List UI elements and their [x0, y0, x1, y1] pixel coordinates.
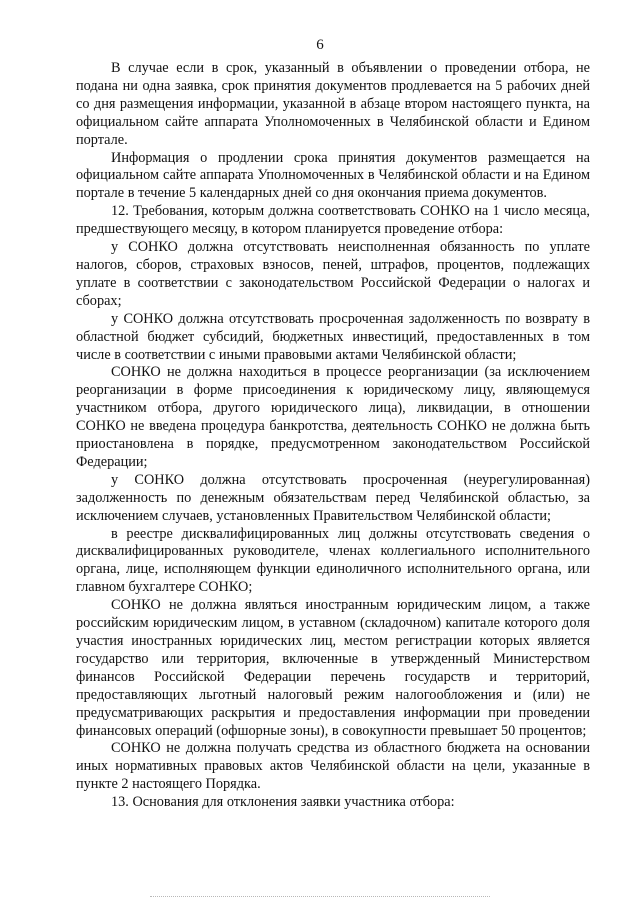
- paragraph-disqualified-persons: в реестре дисквалифицированных лиц должны отсутствовать сведения о дисквалифицированных руководителе, членах коллегиального исполнительного органа, лице, исполняющем функции единоличного исполнительного органа, или главном бухгалтере СОНКО;: [76, 525, 590, 596]
- page-number: 6: [316, 37, 324, 53]
- paragraph-not-foreign-entity: СОНКО не должна являться иностранным юридическим лицом, а также российским юридическим лицом, в уставном (складочном) капитале которого доля участия иностранных юридических лиц, местом регистрации которых является государство или территория, включенные в утвержденный Министерством финансов Российской Федерации перечень государств и территорий, предоставляющих льготный налоговый режим налогообложения и (или) не предусматривающих раскрытия и предоставления информации при проведении финансовых операций (офшорные зоны), в совокупности превышает 50 процентов;: [76, 597, 590, 739]
- document-body: [76, 60, 590, 812]
- paragraph-no-tax-debt: у СОНКО должна отсутствовать неисполненная обязанность по уплате налогов, сборов, страховых взносов, пеней, штрафов, процентов, подлежащих уплате в соответствии с законодательством Российской Федерации о налогах и сборах;: [76, 239, 590, 309]
- scan-bottom-line: [150, 896, 490, 897]
- paragraph-no-other-funding: СОНКО не должна получать средства из областного бюджета на основании иных нормативных правовых актов Челябинской области на цели, указанные в пункте 2 настоящего Порядка.: [76, 740, 590, 793]
- paragraph-extension-info: Информация о продлении срока принятия документов размещается на официальном сайте аппарата Уполномоченных в Челябинской области и на Едином портале в течение 5 календарных дней со дня окончания приема документов.: [76, 149, 590, 202]
- paragraph-item-12-requirements: 12. Требования, которым должна соответствовать СОНКО на 1 число месяца, предшествующего месяцу, в котором планируется проведение отбора:: [76, 203, 590, 238]
- paragraph-no-applications: В случае если в срок, указанный в объявлении о проведении отбора, не подана ни одна заявка, срок принятия документов продлевается на 5 рабочих дней со дня размещения информации, указанной в абзаце втором настоящего пункта, на официальном сайте аппарата Уполномоченных в Челябинской области и Едином портале.: [76, 60, 590, 148]
- paragraph-no-overdue-obligations: у СОНКО должна отсутствовать просроченная (неурегулированная) задолженность по денежным обязательствам перед Челябинской областью, за исключением случаев, установленных Правительством Челябинской области;: [76, 471, 590, 524]
- paragraph-no-budget-debt: у СОНКО должна отсутствовать просроченная задолженность по возврату в областной бюджет субсидий, бюджетных инвестиций, предоставленных в том числе в соответствии с иными правовыми актами Челябинской области;: [76, 310, 590, 363]
- paragraph-no-reorganization: СОНКО не должна находиться в процессе реорганизации (за исключением реорганизации в форме присоединения к юридическому лицу, являющемуся участником отбора, другого юридического лица), ликвидации, в отношении СОНКО не введена процедура банкротства, деятельность СОНКО не должна быть приостановлена в порядке, предусмотренном законодательством Российской Федерации;: [76, 364, 590, 470]
- paragraph-item-13-rejection-grounds: 13. Основания для отклонения заявки участника отбора:: [111, 794, 455, 811]
